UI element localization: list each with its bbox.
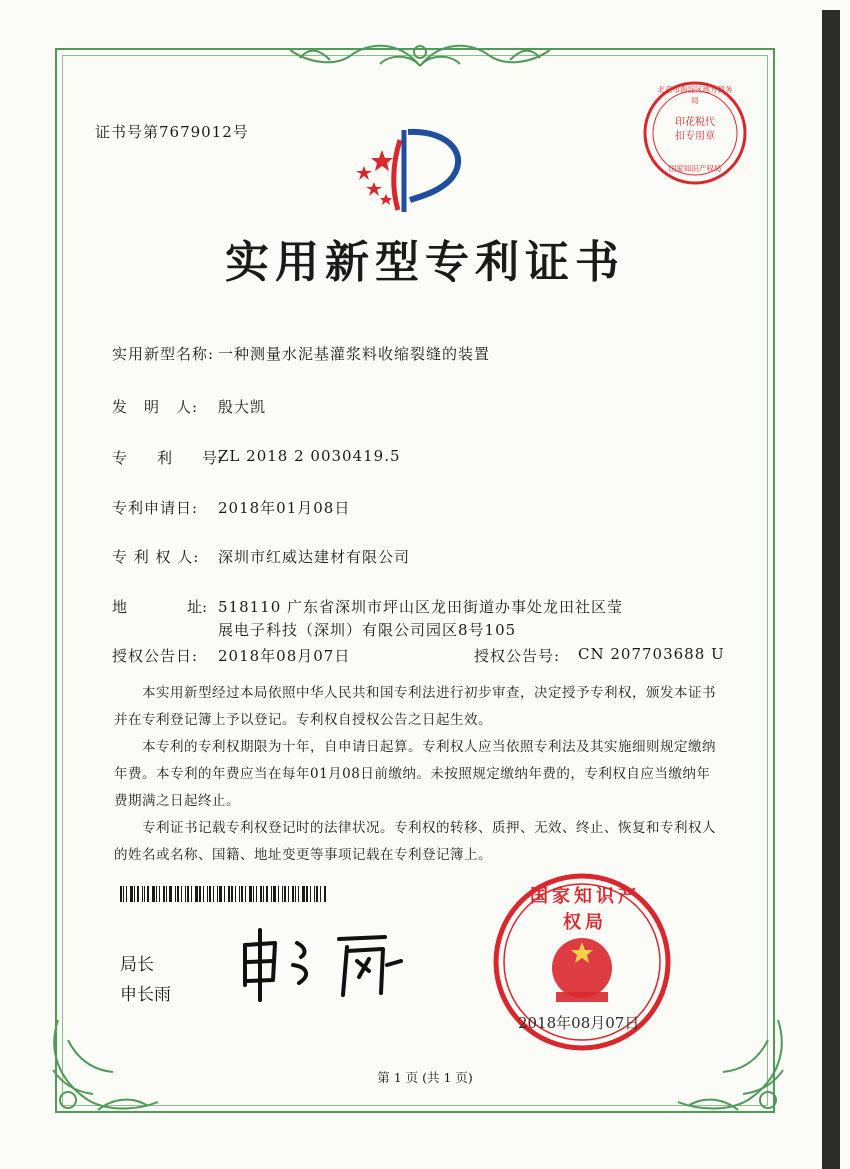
barcode-bar <box>199 886 201 902</box>
tax-stamp-outer-text: 北京市海淀区地方税务局 <box>657 85 733 105</box>
field-label-address: 地 址: <box>112 598 208 616</box>
barcode-bar <box>213 886 214 902</box>
barcode-bar <box>292 886 294 902</box>
field-value-application-date: 2018年01月08日 <box>218 499 351 517</box>
barcode-bar <box>120 886 122 902</box>
barcode-bar <box>181 886 182 902</box>
barcode-bar <box>310 886 311 902</box>
paragraph-legal-status: 专利证书记载专利权登记时的法律状况。专利权的转移、质押、无效、终止、恢复和专利权人的姓名或名称、国籍、地址变更等事项记载在专利登记簿上。 <box>114 820 716 863</box>
tax-stamp-bottom-text: 国家知识产权局 <box>668 164 722 173</box>
barcode-bar <box>159 886 160 902</box>
barcode-bar <box>177 886 179 902</box>
barcode-bar <box>314 886 315 902</box>
barcode-bar <box>295 886 296 902</box>
barcode-bar <box>263 886 264 902</box>
barcode-bar <box>123 886 124 902</box>
barcode-bar <box>144 886 145 902</box>
barcode-bar <box>207 886 208 902</box>
barcode-bar <box>130 886 133 902</box>
barcode-bar <box>241 886 243 902</box>
barcode-bar <box>231 886 233 902</box>
barcode-bar <box>266 886 268 902</box>
field-value-address-line1: 518110 广东省深圳市坪山区龙田街道办事处龙田社区莹 <box>218 598 624 616</box>
field-value-name: 一种测量水泥基灌浆料收缩裂缝的装置 <box>218 345 491 363</box>
barcode-bar <box>169 886 172 902</box>
handwritten-signature <box>235 925 435 1005</box>
barcode-bar <box>288 886 289 902</box>
barcode-bar <box>142 886 143 902</box>
field-label-grant-date: 授权公告日: <box>112 647 199 665</box>
barcode-bar <box>187 886 189 902</box>
barcode <box>120 886 350 902</box>
paragraph-term-statement: 本专利的专利权期限为十年，自申请日起算。专利权人应当依照专利法及其实施细则规定缴纳年费。本专利的年费应当在每年01月08日前缴纳。未按照规定缴纳年费的，专利权自应当缴纳年费期满之日起终止。 <box>114 739 716 809</box>
barcode-bar <box>203 886 204 902</box>
barcode-bar <box>137 886 139 902</box>
barcode-bar <box>284 886 286 902</box>
field-label-application-date: 专利申请日: <box>112 499 199 517</box>
barcode-bar <box>235 886 236 902</box>
certificate-number: 证书号第7679012号 <box>95 123 249 141</box>
scan-edge <box>822 10 840 1169</box>
barcode-bar <box>278 886 279 902</box>
barcode-bar <box>156 886 157 902</box>
barcode-bar <box>224 886 225 902</box>
field-label-patent-number: 专 利 号: <box>112 449 223 467</box>
barcode-bar <box>253 886 254 902</box>
director-title: 局长 <box>120 955 154 975</box>
barcode-bar <box>271 886 272 902</box>
field-label-name: 实用新型名称: <box>112 345 215 363</box>
field-value-patentee: 深圳市红威达建材有限公司 <box>218 548 411 566</box>
field-label-grant-number: 授权公告号: <box>474 647 561 665</box>
barcode-bar <box>152 886 155 902</box>
signature-date: 2018年08月07日 <box>518 1014 640 1032</box>
barcode-bar <box>249 886 252 902</box>
official-seal-text: 国家知识产权局 <box>530 886 640 933</box>
barcode-bar <box>175 886 176 902</box>
field-label-patentee: 专 利 权 人: <box>112 548 200 566</box>
barcode-bar <box>298 886 299 902</box>
field-value-grant-date: 2018年08月07日 <box>218 647 351 665</box>
barcode-bar <box>191 886 192 902</box>
barcode-bar <box>260 886 262 902</box>
barcode-bar <box>219 886 222 902</box>
barcode-bar <box>239 886 240 902</box>
patent-office-logo-icon <box>352 120 477 215</box>
barcode-bar <box>185 886 186 902</box>
barcode-bar <box>256 886 257 902</box>
top-ornament <box>270 36 570 76</box>
field-value-grant-number: CN 207703688 U <box>578 645 725 663</box>
barcode-bar <box>228 886 230 902</box>
barcode-bar <box>245 886 246 902</box>
barcode-bar <box>166 886 167 902</box>
tax-stamp-inner-text: 印花税代扣专用章 <box>675 117 715 142</box>
barcode-bar <box>134 886 135 902</box>
barcode-bar <box>306 886 308 902</box>
barcode-bar <box>324 886 326 902</box>
barcode-bar <box>217 886 218 902</box>
director-name: 申长雨 <box>120 985 171 1005</box>
paragraph-grant-statement: 本实用新型经过本局依照中华人民共和国专利法进行初步审查，决定授予专利权，颁发本证书并在专利登记簿上予以登记。专利权自授权公告之日起生效。 <box>114 685 716 728</box>
field-value-address-line2: 展电子科技（深圳）有限公司园区8号105 <box>218 621 517 639</box>
barcode-bar <box>282 886 283 902</box>
barcode-bar <box>163 886 165 902</box>
field-value-inventor: 殷大凯 <box>218 398 267 416</box>
field-label-inventor: 发 明 人: <box>112 398 199 416</box>
barcode-bar <box>209 886 211 902</box>
barcode-bar <box>126 886 127 902</box>
page-footer: 第 1 页 (共 1 页) <box>377 1070 473 1085</box>
barcode-bar <box>147 886 149 902</box>
barcode-bar <box>273 886 276 902</box>
field-value-patent-number: ZL 2018 2 0030419.5 <box>218 447 401 465</box>
barcode-bar <box>316 886 318 902</box>
certificate-title: 实用新型专利证书 <box>225 237 625 288</box>
barcode-bar <box>195 886 198 902</box>
barcode-bar <box>302 886 305 902</box>
barcode-bar <box>320 886 321 902</box>
